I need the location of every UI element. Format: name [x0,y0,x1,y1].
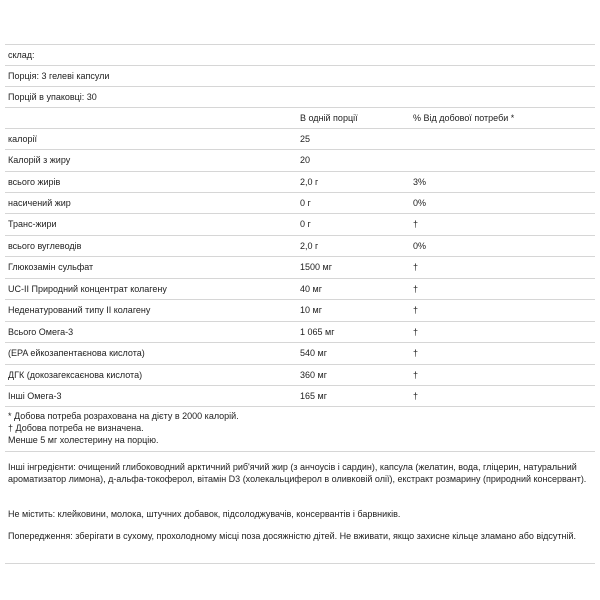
warning: Попередження: зберігати в сухому, прохолодному місці поза досяжністю дітей. Не вживати, якщо захисне кільце зламано або відсутній. [8,531,577,541]
divider [5,256,595,257]
nutrient-name: Всього Омега-3 [8,327,74,337]
nutrient-amount: 1 065 мг [300,327,335,337]
divider [5,563,595,564]
nutrient-name: Неденатурований типу II колагену [8,305,151,315]
nutrient-daily-value: † [413,262,419,272]
nutrient-name: Інші Омега-3 [8,391,62,401]
nutrient-daily-value: † [413,348,419,358]
nutrient-amount: 10 мг [300,305,322,315]
nutrient-name: (EPA ейкозапентаєнова кислота) [8,348,145,358]
composition-title: склад: [8,50,35,60]
nutrient-name: UC-II Природний концентрат колагену [8,284,167,294]
nutrient-name: Глюкозамін сульфат [8,262,94,272]
nutrient-amount: 2,0 г [300,241,319,251]
does-not-contain: Не містить: клейковини, молока, штучних добавок, підсолоджувачів, консервантів і барвників. [8,509,401,519]
divider [5,451,595,452]
other-ingredients: Інші інгредієнти: очищений глибоководний арктичний риб'ячий жир (з анчоусів і сардин), капсула (желатин, вода, гліцерин, натуральний ароматизатор лимона), д-альфа-токоферол, вітамін D3 (холекальциферол в оливковій олії), екстракт розмарину (природний консервант). [8,462,587,484]
column-header-per-serving: В одній порції [300,113,358,123]
nutrient-daily-value: 0% [413,198,427,208]
divider [5,406,595,407]
divider [5,385,595,386]
nutrient-amount: 2,0 г [300,177,319,187]
nutrient-amount: 165 мг [300,391,327,401]
divider [5,107,595,108]
divider [5,149,595,150]
nutrient-amount: 540 мг [300,348,327,358]
nutrient-name: калорії [8,134,38,144]
nutrient-daily-value: † [413,219,419,229]
divider [5,364,595,365]
divider [5,278,595,279]
nutrient-name: всього вуглеводів [8,241,82,251]
column-header-daily-value: % Від добової потреби * [413,113,515,123]
divider [5,342,595,343]
divider [5,192,595,193]
footnote-cholesterol: Менше 5 мг холестерину на порцію. [8,435,159,445]
divider [5,65,595,66]
footnote-daily-value: * Добова потреба розрахована на дієту в 2000 калорій. [8,411,239,421]
divider [5,299,595,300]
divider [5,44,595,45]
nutrient-daily-value: † [413,391,419,401]
footnote-not-established: † Добова потреба не визначена. [8,423,144,433]
serving-size: Порція: 3 гелеві капсули [8,71,110,81]
nutrient-daily-value: † [413,305,419,315]
divider [5,213,595,214]
divider [5,235,595,236]
nutrient-name: Калорій з жиру [8,155,71,165]
nutrient-amount: 0 г [300,219,311,229]
divider [5,171,595,172]
divider [5,86,595,87]
nutrient-name: насичений жир [8,198,71,208]
nutrient-daily-value: † [413,327,419,337]
nutrient-amount: 20 [300,155,311,165]
nutrient-name: всього жирів [8,177,61,187]
servings-per-container: Порцій в упаковці: 30 [8,92,97,102]
nutrient-daily-value: 3% [413,177,427,187]
nutrient-amount: 0 г [300,198,311,208]
nutrient-name: ДГК (докозагексаєнова кислота) [8,370,143,380]
nutrient-name: Транс-жири [8,219,57,229]
nutrient-daily-value: 0% [413,241,427,251]
nutrient-daily-value: † [413,284,419,294]
divider [5,321,595,322]
nutrient-amount: 25 [300,134,311,144]
nutrient-amount: 360 мг [300,370,327,380]
nutrient-amount: 40 мг [300,284,322,294]
divider [5,128,595,129]
nutrient-amount: 1500 мг [300,262,332,272]
nutrient-daily-value: † [413,370,419,380]
